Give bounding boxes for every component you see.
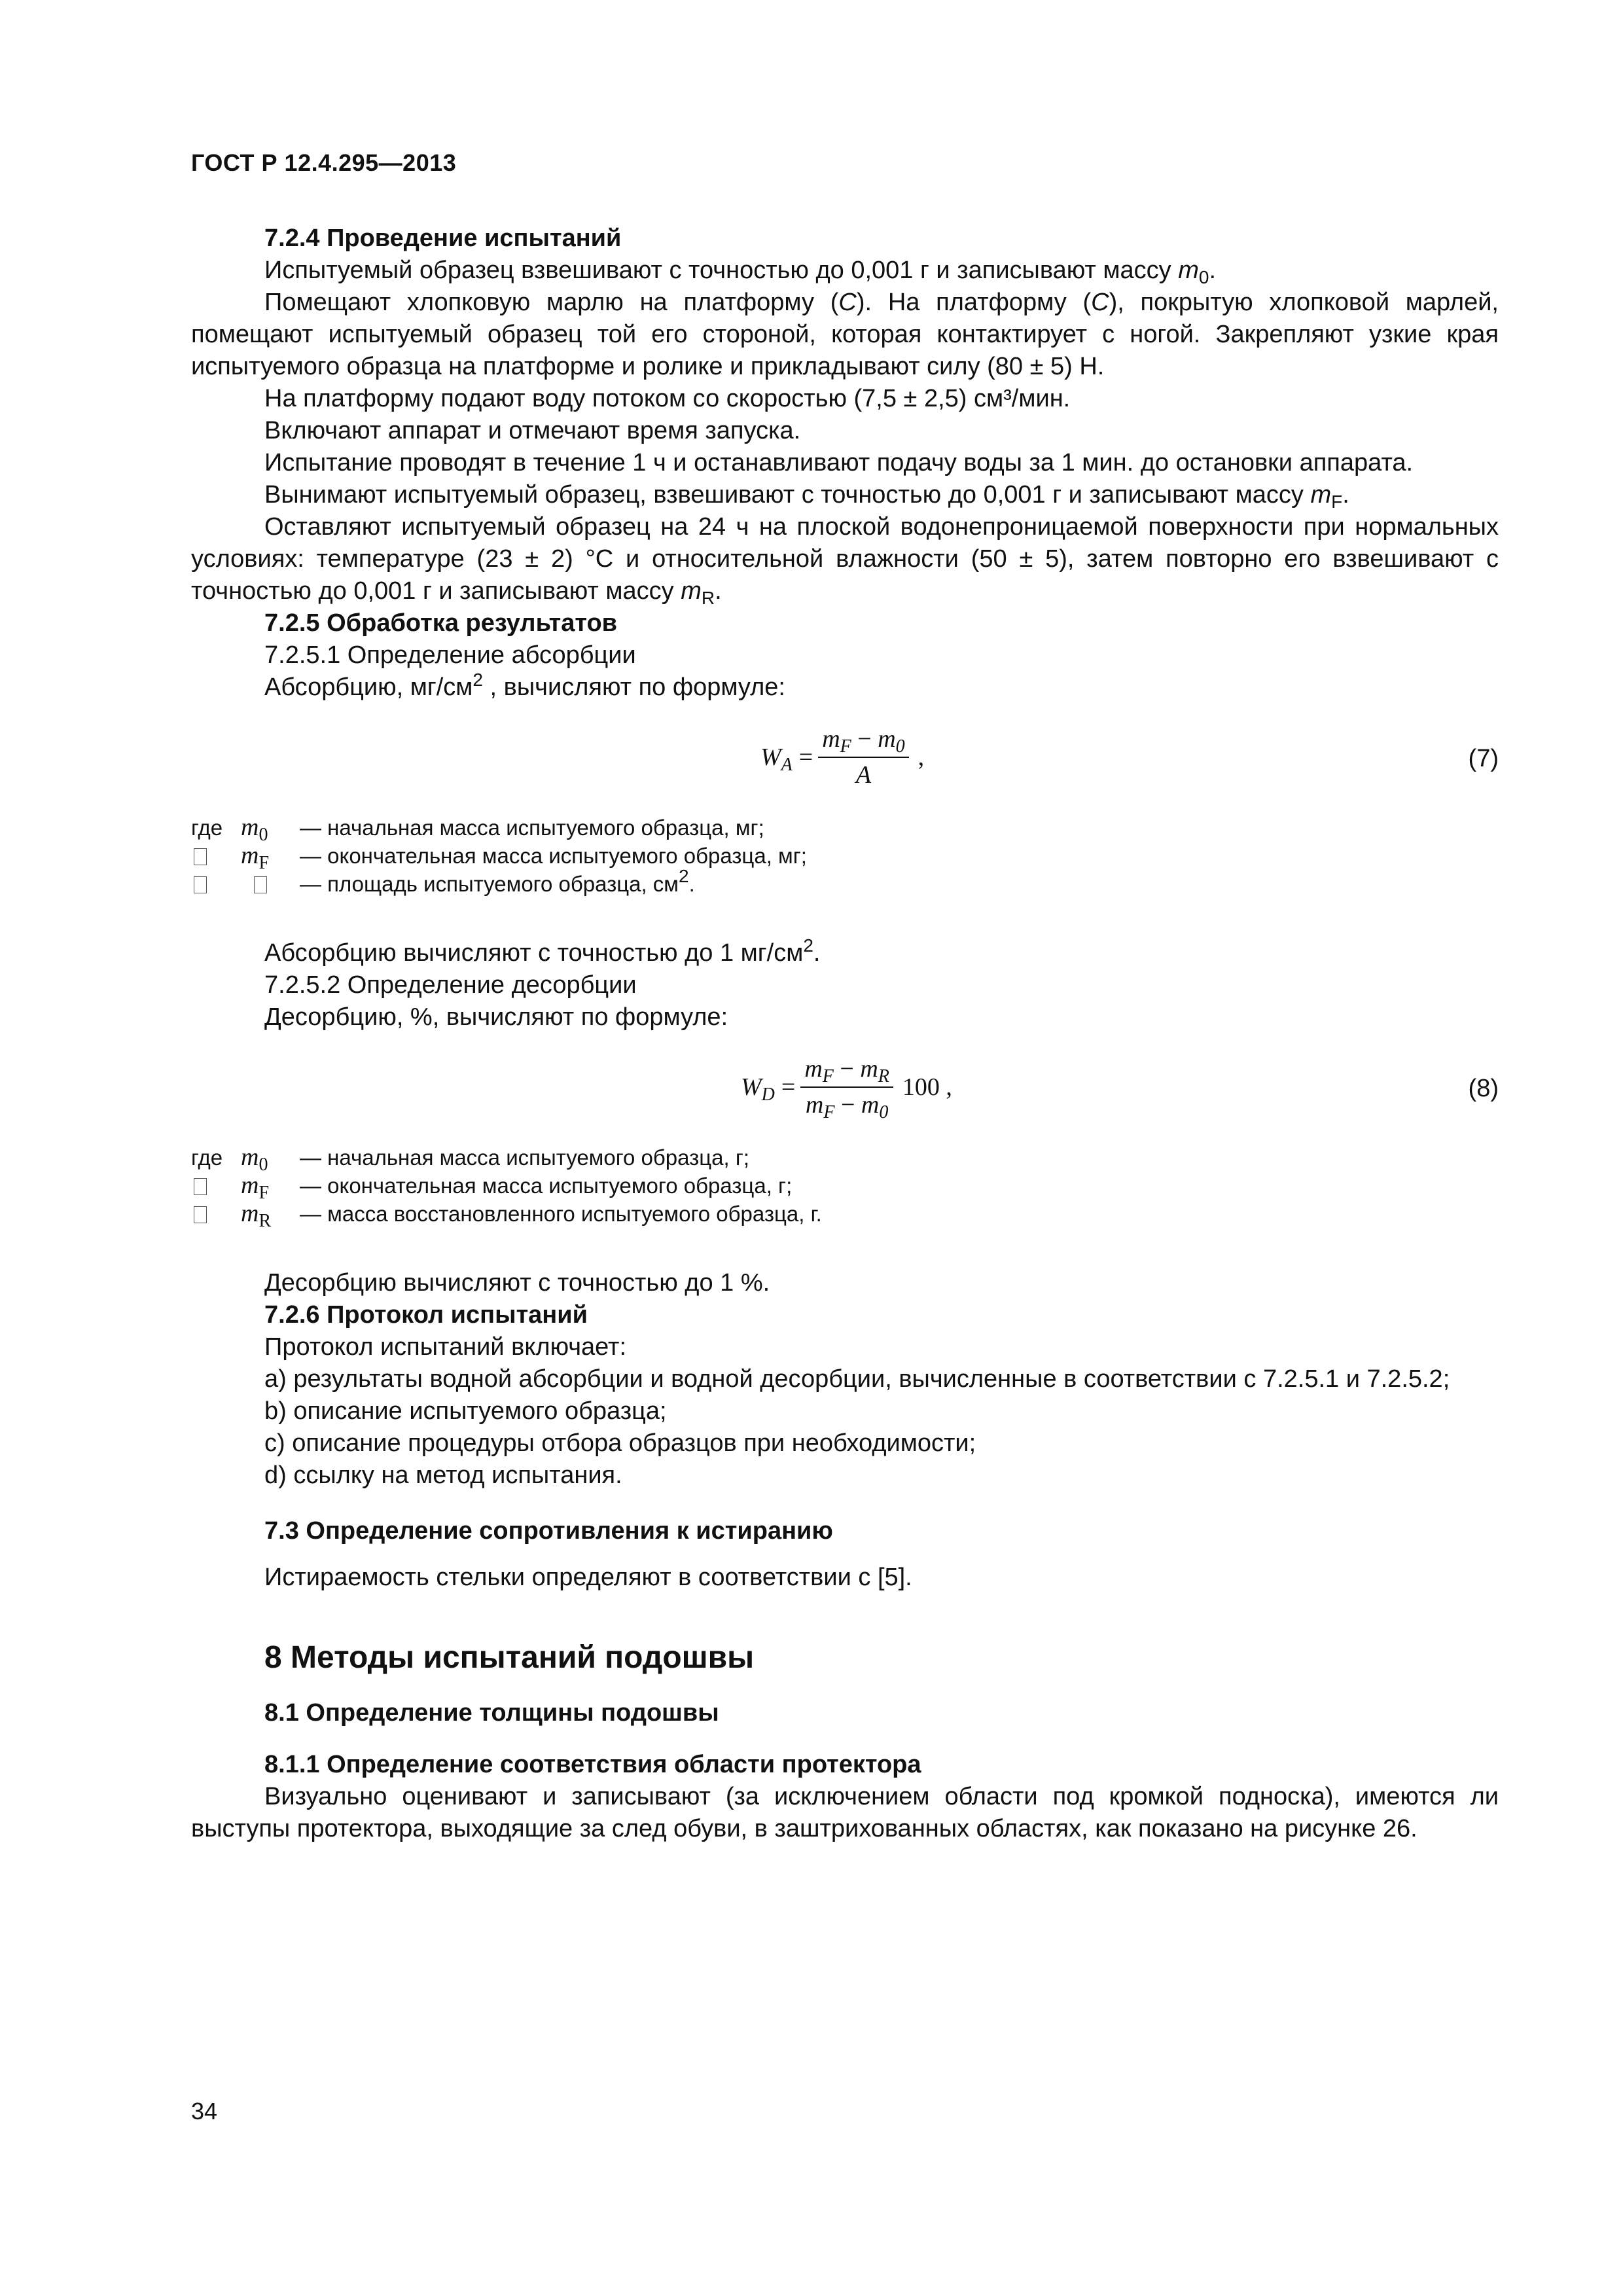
missing-glyph-icon <box>254 876 267 893</box>
section-8-1-title: 8.1 Определение толщины подошвы <box>264 1699 719 1727</box>
legend-row: — площадь испытуемого образца, $см^2$. <box>191 870 1499 898</box>
section-7-2-5-1-title: 7.2.5.1 Определение абсорбции <box>264 641 636 669</box>
legend-row: где $m_0$ — начальная масса испытуемого образца, мг; <box>191 814 764 845</box>
missing-glyph-icon <box>194 1206 207 1223</box>
protocol-item: c) описание процедуры отбора образцов при необходимости; <box>264 1429 976 1457</box>
section-7-2-5-title: 7.2.5 Обработка результатов <box>264 609 618 637</box>
formula-8-number: (8) <box>1468 1075 1499 1102</box>
abrasion-text: Истираемость стельки определяют в соответствии с [5]. <box>264 1564 912 1591</box>
missing-glyph-icon <box>194 876 207 893</box>
page-number: 34 <box>191 2098 218 2125</box>
absorption-intro: Абсорбцию, $мг/см^2$ , вычисляют по формуле: <box>264 670 785 701</box>
formula-8-fraction: $\frac{m_F - m_R}{m_F - m_0}$ <box>800 1053 893 1121</box>
formula-7-fraction: $\frac{m_F - m_0}{A}$ <box>818 723 908 791</box>
formula-7-expression: $W_A$ = $\frac{m_F - m_0}{A}$ , <box>760 718 924 797</box>
protocol-item: a) результаты водной абсорбции и водной десорбции, вычисленные в соответствии с 7.2.5.1 и 7.2.5.2; <box>264 1365 1450 1393</box>
legend-row: где $m_0$ — начальная масса испытуемого образца, г; <box>191 1143 750 1175</box>
paragraph-leave-sample: Оставляют испытуемый образец на 24 ч на плоской водонепроницаемой поверхности при нормальных условиях: температуре (23 ± 2) °С и относительной влажности (50 ± 5), затем повторно его взвешивают с точностью до 0,001 г и записывают массу $m_R$. <box>191 513 1499 608</box>
paragraph-place-gauze: Помещают хлопковую марлю на платформу (C). На платформу (C), покрытую хлопковой марлей, помещают испытуемый образец той его стороной, которая контактирует с ногой. Закрепляют узкие края испытуемого образца на платформе и ролике и прикладывают силу (80 ± 5) Н. <box>191 289 1499 380</box>
formula-7-number: (7) <box>1468 745 1499 772</box>
paragraph-weigh-sample: Испытуемый образец взвешивают с точностью до 0,001 г и записывают массу $m_0$. <box>264 257 1216 287</box>
section-7-3-title: 7.3 Определение сопротивления к истиранию <box>264 1517 833 1545</box>
section-8-title: 8 Методы испытаний подошвы <box>264 1640 755 1675</box>
legend-row: $m_F$ — окончательная масса испытуемого образца, г; <box>191 1172 1499 1200</box>
formula-8 <box>191 1048 1499 1126</box>
paragraph-remove-sample: Вынимают испытуемый образец, взвешивают с точностью до 0,001 г и записывают массу $m_F$. <box>264 481 1349 512</box>
legend-row: $m_R$ — масса восстановленного испытуемого образца, г. <box>191 1200 1499 1228</box>
formula-7-legend <box>191 814 1499 898</box>
document-code-header: ГОСТ Р 12.4.295—2013 <box>191 149 457 176</box>
missing-glyph-icon <box>194 1178 207 1195</box>
section-7-2-5-2-title: 7.2.5.2 Определение десорбции <box>264 971 637 999</box>
tread-area-text: Визуально оценивают и записывают (за исключением области под кромкой подноска), имеются ли выступы протектора, выходящие за след обуви, в заштрихованных областях, как показано на рисунке 26. <box>191 1783 1499 1842</box>
paragraph-water-flow: На платформу подают воду потоком со скоростью (7,5 ± 2,5) см³/мин. <box>264 385 1071 412</box>
protocol-intro: Протокол испытаний включает: <box>264 1333 627 1361</box>
absorption-precision: Абсорбцию вычисляют с точностью до 1 $мг/см^2$. <box>264 935 821 967</box>
formula-8-legend <box>191 1143 1499 1231</box>
paragraph-test-duration: Испытание проводят в течение 1 ч и останавливают подачу воды за 1 мин. до остановки аппарата. <box>264 449 1414 476</box>
desorption-precision: Десорбцию вычисляют с точностью до 1 %. <box>264 1269 770 1297</box>
protocol-item: b) описание испытуемого образца; <box>264 1397 667 1425</box>
document-body <box>191 223 1499 1845</box>
missing-glyph-icon <box>194 848 207 865</box>
protocol-item: d) ссылку на метод испытания. <box>264 1462 622 1489</box>
paragraph-start-apparatus: Включают аппарат и отмечают время запуска. <box>264 417 801 444</box>
desorption-intro: Десорбцию, %, вычисляют по формуле: <box>264 1003 728 1031</box>
formula-7 <box>191 718 1499 797</box>
section-7-2-4-title: 7.2.4 Проведение испытаний <box>264 224 622 252</box>
formula-8-expression: $W_D$ = $\frac{m_F - m_R}{m_F - m_0}$ 100 , <box>741 1048 952 1126</box>
section-8-1-1-title: 8.1.1 Определение соответствия области протектора <box>264 1751 921 1778</box>
legend-row: $m_F$ — окончательная масса испытуемого образца, мг; <box>191 842 1499 870</box>
section-7-2-6-title: 7.2.6 Протокол испытаний <box>264 1301 588 1329</box>
